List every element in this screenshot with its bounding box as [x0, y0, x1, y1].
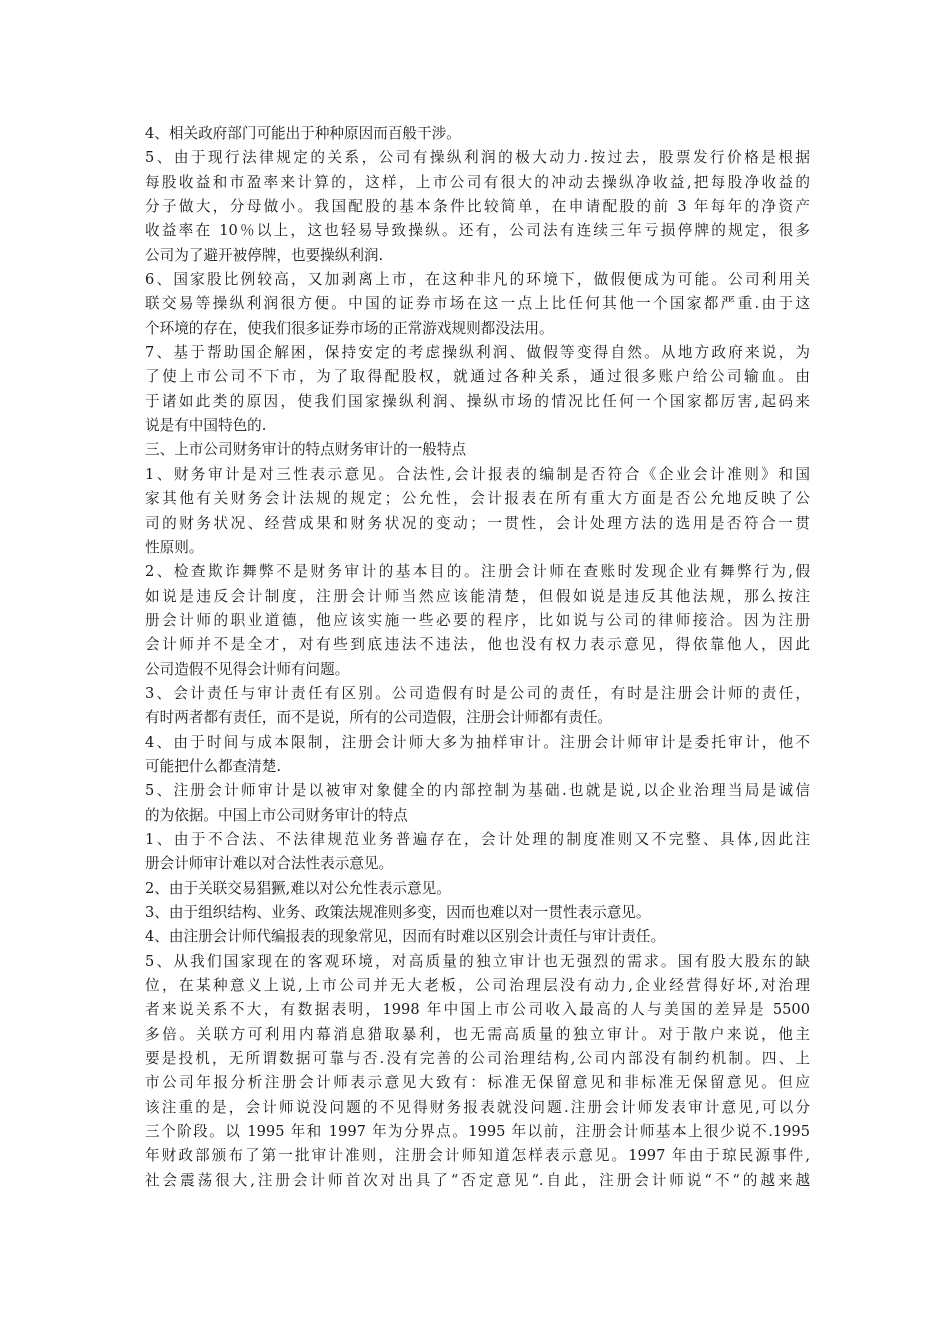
- text-line: 位，在某种意义上说,上市公司并无大老板，公司治理层没有动力,企业经营得好坏,对治理: [145, 977, 810, 995]
- text-line: 的为依据。中国上市公司财务审计的特点: [145, 806, 408, 824]
- text-line: 收益率在 10％以上，这也轻易导致操纵。还有，公司法有连续三年亏损停牌的规定，很多: [145, 222, 810, 240]
- text-line: 三个阶段。以 1995 年和 1997 年为分界点。1995 年以前，注册会计师基本上很少说不.1995: [145, 1123, 810, 1141]
- text-line: 分子做大，分母做小。我国配股的基本条件比较简单，在申请配股的前 3 年每年的净资产: [145, 198, 810, 216]
- text-line: 了使上市公司不下市，为了取得配股权，就通过各种关系，通过很多账户给公司输血。由: [145, 368, 810, 386]
- text-line: 2、由于关联交易猖獗,难以对公允性表示意见。: [145, 879, 451, 897]
- text-line: 公司造假不见得会计师有问题。: [145, 660, 350, 678]
- text-line: 4、相关政府部门可能出于种种原因而百般干涉。: [145, 125, 461, 142]
- text-line: 册会计师的职业道德，他应该实施一些必要的程序，比如说与公司的律师接洽。因为注册: [145, 611, 810, 629]
- text-line: 多倍。关联方可利用内幕消息猎取暴利，也无需高质量的独立审计。对于散户来说，他主: [145, 1025, 810, 1043]
- text-line: 1、由于不合法、不法律规范业务普遍存在，会计处理的制度准则又不完整、具体,因此注: [145, 830, 810, 848]
- text-line: 1、财务审计是对三性表示意见。合法性,会计报表的编制是否符合《企业会计准则》和国: [145, 465, 810, 483]
- text-line: 每股收益和市盈率来计算的，这样，上市公司有很大的冲动去操纵净收益,把每股净收益的: [145, 173, 810, 191]
- text-line: 5、从我们国家现在的客观环境，对高质量的独立审计也无强烈的需求。国有股大股东的缺: [145, 952, 810, 970]
- text-line: 该注重的是，会计师说没问题的不见得财务报表就没问题.注册会计师发表审计意见,可以分: [145, 1098, 810, 1116]
- text-line: 司的财务状况、经营成果和财务状况的变动；一贯性，会计处理方法的选用是否符合一贯: [145, 514, 810, 532]
- text-line: 要是投机，无所谓数据可靠与否.没有完善的公司治理结构,公司内部没有制约机制。四、上: [145, 1050, 810, 1068]
- text-line: 家其他有关财务会计法规的规定；公允性，会计报表在所有重大方面是否公允地反映了公: [145, 490, 810, 508]
- text-line: 个环境的存在，使我们很多证券市场的正常游戏规则都没法用。: [145, 319, 554, 337]
- text-line: 7、基于帮助国企解困，保持安定的考虑操纵利润、做假等变得自然。从地方政府来说，为: [145, 344, 810, 362]
- text-line: 者来说关系不大，有数据表明，1998 年中国上市公司收入最高的人与美国的差异是 5500: [145, 1001, 810, 1019]
- text-line: 册会计师审计难以对合法性表示意见。: [145, 855, 394, 873]
- text-line: 社会震荡很大,注册会计师首次对出具了“否定意见“.自此，注册会计师说“不“的越来越: [145, 1171, 810, 1189]
- text-line: 3、会计责任与审计责任有区别。公司造假有时是公司的责任，有时是注册会计师的责任，: [145, 684, 810, 702]
- text-line: 4、由于时间与成本限制，注册会计师大多为抽样审计。注册会计师审计是委托审计，他不: [145, 733, 810, 751]
- text-line: 于诸如此类的原因，使我们国家操纵利润、操纵市场的情况比任何一个国家都厉害,起码来: [145, 392, 810, 410]
- text-line: 如说是违反会计制度，注册会计师当然应该能清楚，但假如说是违反其他法规，那么按注: [145, 587, 810, 605]
- text-line: 年财政部颁布了第一批审计准则，注册会计师知道怎样表示意见。1997 年由于琼民源事件,: [145, 1147, 810, 1165]
- text-line: 6、国家股比例较高，又加剥离上市，在这种非凡的环境下，做假便成为可能。公司利用关: [145, 271, 810, 289]
- text-line: 5、注册会计师审计是以被审对象健全的内部控制为基础.也就是说,以企业治理当局是诚信: [145, 782, 810, 800]
- text-line: 2、检查欺诈舞弊不是财务审计的基本目的。注册会计师在查账时发现企业有舞弊行为,假: [145, 563, 810, 581]
- text-line: 市公司年报分析注册会计师表示意见大致有：标准无保留意见和非标准无保留意见。但应: [145, 1074, 810, 1092]
- text-line: 会计师并不是全才，对有些到底违法不违法，他也没有权力表示意见，得依靠他人，因此: [145, 636, 810, 654]
- text-line: 5、由于现行法律规定的关系，公司有操纵利润的极大动力.按过去，股票发行价格是根据: [145, 149, 810, 167]
- text-line: 公司为了避开被停牌，也要操纵利润.: [145, 246, 384, 264]
- text-line: 可能把什么都查清楚.: [145, 757, 281, 775]
- text-line: 性原则。: [145, 538, 204, 556]
- text-line: 4、由注册会计师代编报表的现象常见，因而有时难以区别会计责任与审计责任。: [145, 928, 666, 946]
- text-line: 联交易等操纵利润很方便。中国的证券市场在这一点上比任何其他一个国家都严重.由于这: [145, 295, 810, 313]
- text-line: 三、上市公司财务审计的特点财务审计的一般特点: [145, 441, 467, 459]
- text-line: 3、由于组织结构、业务、政策法规准则多变，因而也难以对一贯性表示意见。: [145, 904, 651, 921]
- text-line: 有时两者都有责任，而不是说，所有的公司造假，注册会计师都有责任。: [145, 709, 613, 727]
- text-line: 说是有中国特色的.: [145, 417, 267, 435]
- document-body: [145, 122, 810, 1193]
